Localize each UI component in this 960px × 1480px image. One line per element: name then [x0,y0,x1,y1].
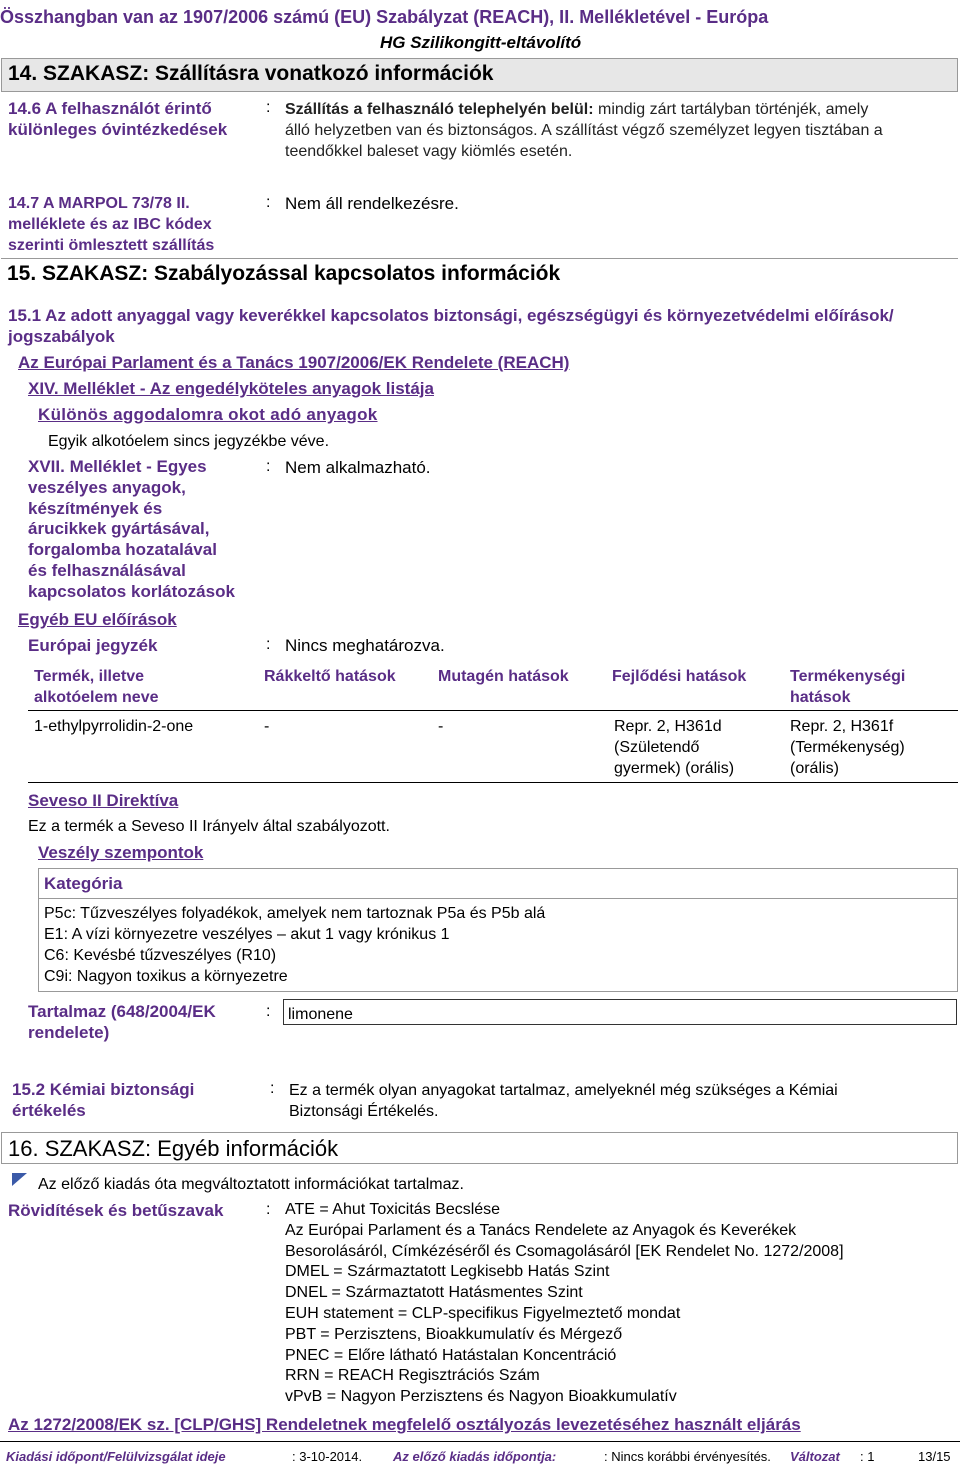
table-cell-name: 1-ethylpyrrolidin-2-one [34,718,194,735]
category-item: P5c: Tűzveszélyes folyadékok, amelyek nem tartoznak P5a és P5b alá [44,905,546,922]
abbr-item: PNEC = Előre látható Hatástalan Koncentráció [285,1346,617,1364]
dev-line: (Születendő [614,739,700,756]
reach-link[interactable]: Az Európai Parlament és a Tanács 1907/2006/EK Rendelete (REACH) [18,353,570,372]
hazard-link[interactable]: Veszély szempontok [38,843,204,862]
colon: : [266,1003,271,1020]
s152-line: 15.2 Kémiai biztonsági [12,1080,195,1099]
product-name: HG Szilikongitt-eltávolító [380,33,582,52]
annex17-label-line: és felhasználásával [28,560,186,580]
s146-label-line: különleges óvintézkedések [8,120,228,139]
document-title: Összhangban van az 1907/2006 számú (EU) Szabályzat (REACH), II. Mellékletével - Európa [0,7,769,27]
svhc-text: Egyik alkotóelem sincs jegyzékbe véve. [48,433,330,450]
s147-label [8,193,214,256]
clp-procedure-link[interactable]: Az 1272/2008/EK sz. [CLP/GHS] Rendeletnek megfelelő osztályozás levezetéséhez használt eljárás [8,1415,801,1434]
colon: : [270,1080,275,1097]
s152-text-line: Ez a termék olyan anyagokat tartalmaz, amelyeknél még szükséges a Kémiai [289,1082,838,1099]
section-15-heading: 15. SZAKASZ: Szabályozással kapcsolatos információk [1,258,958,292]
annex17-label-line: kapcsolatos korlátozások [28,581,235,601]
table-header-rule [28,710,958,711]
table-header-name: Termék, illetve alkotóelem neve [34,668,159,706]
category-label: Kategória [44,874,123,893]
table-bottom-rule [28,782,958,783]
table-cell-carc: - [264,718,270,735]
changed-note: Az előző kiadás óta megváltoztatott információkat tartalmaz. [38,1176,464,1193]
abbr-item: vPvB = Nagyon Perzisztens és Nagyon Bioakkumulatív [285,1388,677,1406]
colon: : [266,99,271,116]
s147-label-line: 14.7 A MARPOL 73/78 II. [8,195,190,212]
abbr-item: DMEL = Származtatott Legkisebb Hatás Szint [285,1263,610,1281]
colon: : [266,194,271,211]
table-header-carc: Rákkeltő hatások [264,668,396,685]
fert-line: Repr. 2, H361f [790,718,894,735]
footer-version-value: : 1 [860,1449,875,1464]
abbr-item: ATE = Ahut Toxicitás Becslése [285,1201,501,1218]
s152-line: értékelés [12,1101,86,1120]
annex17-label-line: veszélyes anyagok, [28,477,186,497]
s146-bold: Szállítás a felhasználó telephelyén belül: [285,101,594,118]
s146-line: álló helyzetben van és biztonságos. A szállítást végző személyzet legyen tisztában a [285,122,883,139]
annex17-label-line: XVII. Melléklet - Egyes [28,457,207,476]
s147-value: Nem áll rendelkezésre. [285,194,459,213]
fert-line: (Termékenység) [790,739,905,756]
annex17-label-line: forgalomba hozatalával [28,540,217,560]
table-header-muta: Mutagén hatások [438,668,569,685]
footer-rule [0,1441,960,1442]
footer-prev-label: Az előző kiadás időpontja: [393,1449,557,1464]
s146-line [285,99,955,120]
table-cell-muta: - [438,718,444,735]
colon: : [266,458,271,475]
abbr-label: Rövidítések és betűszavak [8,1201,224,1220]
other-eu-link[interactable]: Egyéb EU előírások [18,610,177,629]
s151-line: 15.1 Az adott anyaggal vagy keverékkel kapcsolatos biztonsági, egészségügyi és környezetvédelmi előírások/ [8,306,894,325]
category-item: C9i: Nagyon toxikus a környezetre [44,968,288,985]
eu-list-label: Európai jegyzék [28,636,158,655]
footer-page-number: 13/15 [918,1449,951,1464]
abbr-item: PBT = Perzisztens, Bioakkumulatív és Mérgező [285,1325,623,1343]
table-header-fert: Termékenységi hatások [790,668,906,706]
abbr-item: Az Európai Parlament és a Tanács Rendelete az Anyagok és Keverékek [285,1221,797,1239]
annex17-label-line: árucikkek gyártásával, [28,519,210,539]
table-cell-dev [614,716,734,779]
abbr-item: RRN = REACH Regisztrációs Szám [285,1367,540,1385]
dev-line: gyermek) (orális) [614,760,735,777]
s146-text [285,99,955,162]
change-marker-icon [12,1173,27,1186]
category-list [44,903,545,987]
s146-text-1: mindig zárt tartályban történjék, amely [593,101,869,118]
section-16-heading: 16. SZAKASZ: Egyéb információk [1,1132,958,1164]
footer-version-label: Változat [790,1449,840,1464]
contains-label [28,1001,216,1043]
section-14-heading: 14. SZAKASZ: Szállításra vonatkozó információk [1,58,958,92]
abbr-list [285,1200,844,1408]
footer-date-value: : 3-10-2014. [292,1449,363,1464]
fert-line: (orális) [790,760,839,777]
abbr-item: Besorolásáról, Címkézéséről és Csomagolásáról [EK Rendelet No. 1272/2008] [285,1242,844,1260]
seveso-link[interactable]: Seveso II Direktíva [28,791,179,810]
s152-text-line: Biztonsági Értékelés. [289,1103,439,1120]
s146-label-line: 14.6 A felhasználót érintő [8,99,212,118]
s146-label [8,98,227,140]
category-rule [38,898,958,899]
seveso-text: Ez a termék a Seveso II Irányelv által szabályozott. [28,818,390,835]
dev-line: Repr. 2, H361d [614,718,722,735]
svhc-link[interactable]: Különös aggodalomra okot adó anyagok [38,405,378,424]
annex17-label [28,457,235,603]
contains-line: rendelete) [28,1023,110,1042]
table-header-dev: Fejlődési hatások [612,668,747,685]
s151-heading [8,305,894,347]
annex14-link[interactable]: XIV. Melléklet - Az engedélyköteles anyagok listája [28,379,434,398]
colon: : [266,1201,271,1218]
abbr-item: EUH statement = CLP-specifikus Figyelmeztető mondat [285,1304,681,1322]
annex17-value: Nem alkalmazható. [285,458,431,477]
footer-prev-value: : Nincs korábbi érvényesítés. [604,1449,771,1464]
s152-text [289,1080,838,1122]
s147-label-line: melléklete és az IBC kódex [8,216,212,233]
s147-label-line: szerinti ömlesztett szállítás [8,237,215,254]
colon: : [266,636,271,653]
table-cell-fert [790,716,905,779]
annex17-label-line: készítmények és [28,498,163,518]
eu-list-value: Nincs meghatározva. [285,636,445,655]
category-item: C6: Kevésbé tűzveszélyes (R10) [44,947,277,964]
category-item: E1: A vízi környezetre veszélyes – akut 1 vagy krónikus 1 [44,926,450,943]
contains-line: Tartalmaz (648/2004/EK [28,1002,216,1021]
s151-line: jogszabályok [8,327,115,346]
s146-line: teendőkkel baleset vagy kiömlés esetén. [285,143,573,160]
abbr-item: DNEL = Származtatott Hatásmentes Szint [285,1284,583,1302]
contains-value: limonene [283,999,957,1025]
footer-date-label: Kiadási időpont/Felülvizsgálat ideje [6,1449,226,1464]
s152-label [12,1079,194,1121]
